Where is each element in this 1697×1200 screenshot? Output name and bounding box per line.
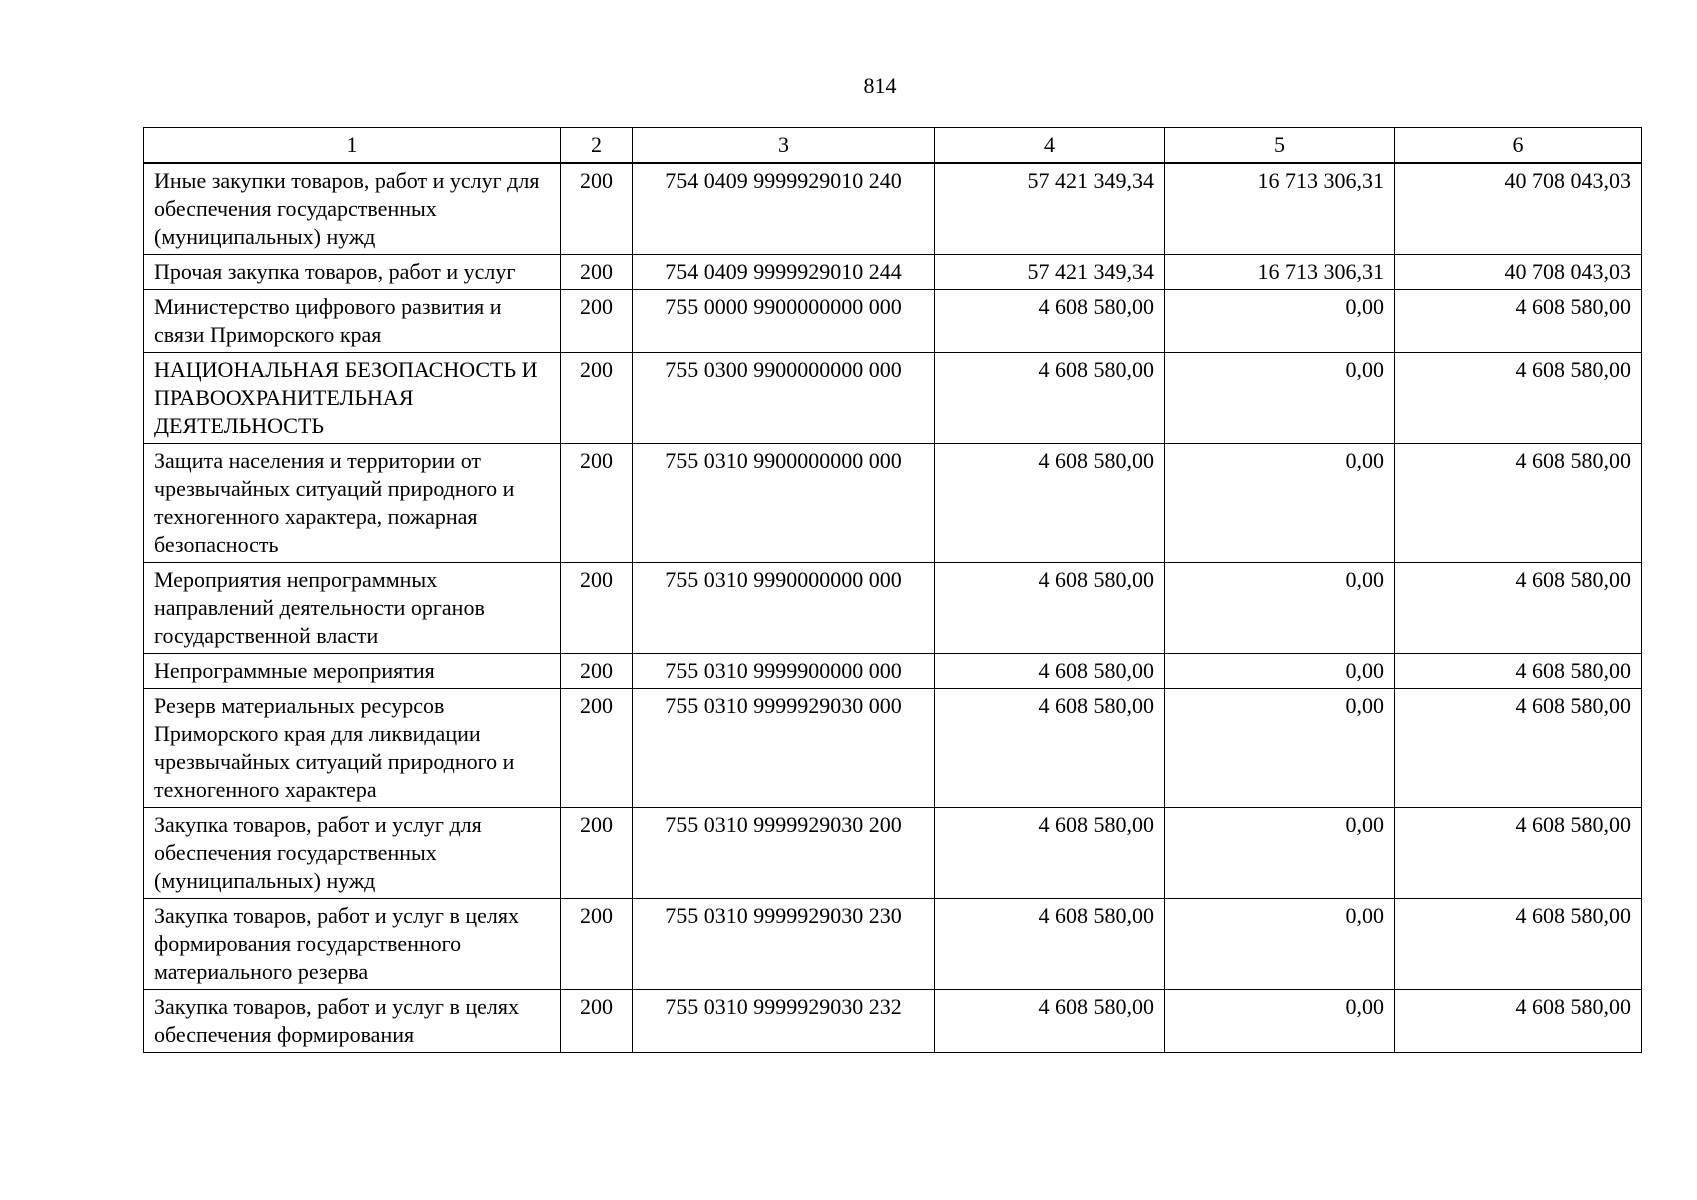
row-col4: 57 421 349,34 [935,255,1165,290]
row-col2: 200 [561,563,633,654]
row-col5: 0,00 [1165,563,1395,654]
table-row [144,563,1642,654]
table-header-row [144,128,1642,164]
row-code: 755 0310 9999929030 200 [633,808,935,899]
row-name: Мероприятия непрограммных направлений деятельности органов государственной власти [144,563,561,654]
row-col4: 4 608 580,00 [935,990,1165,1053]
row-name: Иные закупки товаров, работ и услуг для обеспечения государственных (муниципальных) нужд [144,163,561,255]
row-col2: 200 [561,444,633,563]
row-code: 755 0310 9999929030 232 [633,990,935,1053]
row-code: 754 0409 9999929010 244 [633,255,935,290]
row-col2: 200 [561,654,633,689]
row-col2: 200 [561,899,633,990]
table-row [144,808,1642,899]
row-col6: 4 608 580,00 [1395,899,1642,990]
table-row [144,899,1642,990]
row-col6: 40 708 043,03 [1395,163,1642,255]
row-col4: 4 608 580,00 [935,689,1165,808]
table-row [144,255,1642,290]
row-col5: 0,00 [1165,654,1395,689]
row-name: Закупка товаров, работ и услуг для обеспечения государственных (муниципальных) нужд [144,808,561,899]
row-col5: 16 713 306,31 [1165,255,1395,290]
row-col4: 4 608 580,00 [935,290,1165,353]
row-col5: 0,00 [1165,808,1395,899]
row-name: Министерство цифрового развития и связи Приморского края [144,290,561,353]
table-row [144,290,1642,353]
table-row [144,163,1642,255]
row-code: 754 0409 9999929010 240 [633,163,935,255]
row-col6: 4 608 580,00 [1395,444,1642,563]
row-col4: 4 608 580,00 [935,353,1165,444]
row-col4: 4 608 580,00 [935,808,1165,899]
row-col5: 0,00 [1165,899,1395,990]
row-col2: 200 [561,290,633,353]
row-col4: 4 608 580,00 [935,899,1165,990]
row-col6: 40 708 043,03 [1395,255,1642,290]
row-col6: 4 608 580,00 [1395,689,1642,808]
row-col5: 0,00 [1165,353,1395,444]
row-col2: 200 [561,163,633,255]
row-col2: 200 [561,990,633,1053]
column-header-6: 6 [1395,128,1642,164]
row-col4: 57 421 349,34 [935,163,1165,255]
row-col6: 4 608 580,00 [1395,353,1642,444]
row-col2: 200 [561,808,633,899]
row-col6: 4 608 580,00 [1395,808,1642,899]
row-name: Непрограммные мероприятия [144,654,561,689]
row-col6: 4 608 580,00 [1395,563,1642,654]
row-col5: 0,00 [1165,689,1395,808]
row-col4: 4 608 580,00 [935,654,1165,689]
column-header-5: 5 [1165,128,1395,164]
column-header-3: 3 [633,128,935,164]
column-header-2: 2 [561,128,633,164]
column-header-4: 4 [935,128,1165,164]
row-col5: 0,00 [1165,444,1395,563]
table-row [144,990,1642,1053]
row-col5: 16 713 306,31 [1165,163,1395,255]
row-col6: 4 608 580,00 [1395,290,1642,353]
row-name: НАЦИОНАЛЬНАЯ БЕЗОПАСНОСТЬ И ПРАВООХРАНИТЕЛЬНАЯ ДЕЯТЕЛЬНОСТЬ [144,353,561,444]
row-col5: 0,00 [1165,290,1395,353]
row-code: 755 0310 9999900000 000 [633,654,935,689]
row-col2: 200 [561,353,633,444]
row-code: 755 0310 9990000000 000 [633,563,935,654]
row-code: 755 0310 9999929030 000 [633,689,935,808]
row-code: 755 0310 9900000000 000 [633,444,935,563]
table-row [144,654,1642,689]
row-code: 755 0000 9900000000 000 [633,290,935,353]
page-number: 814 [863,73,897,98]
row-code: 755 0310 9999929030 230 [633,899,935,990]
row-col5: 0,00 [1165,990,1395,1053]
row-name: Закупка товаров, работ и услуг в целях формирования государственного материального резерва [144,899,561,990]
column-header-1: 1 [144,128,561,164]
row-name: Прочая закупка товаров, работ и услуг [144,255,561,290]
row-col6: 4 608 580,00 [1395,990,1642,1053]
table-row [144,444,1642,563]
row-name: Резерв материальных ресурсов Приморского края для ликвидации чрезвычайных ситуаций природного и техногенного характера [144,689,561,808]
row-col4: 4 608 580,00 [935,563,1165,654]
row-col2: 200 [561,689,633,808]
row-col4: 4 608 580,00 [935,444,1165,563]
row-code: 755 0300 9900000000 000 [633,353,935,444]
row-name: Закупка товаров, работ и услуг в целях обеспечения формирования [144,990,561,1053]
row-name: Защита населения и территории от чрезвычайных ситуаций природного и техногенного характера, пожарная безопасность [144,444,561,563]
row-col2: 200 [561,255,633,290]
table-row [144,689,1642,808]
budget-table [143,127,1642,1053]
row-col6: 4 608 580,00 [1395,654,1642,689]
table-row [144,353,1642,444]
